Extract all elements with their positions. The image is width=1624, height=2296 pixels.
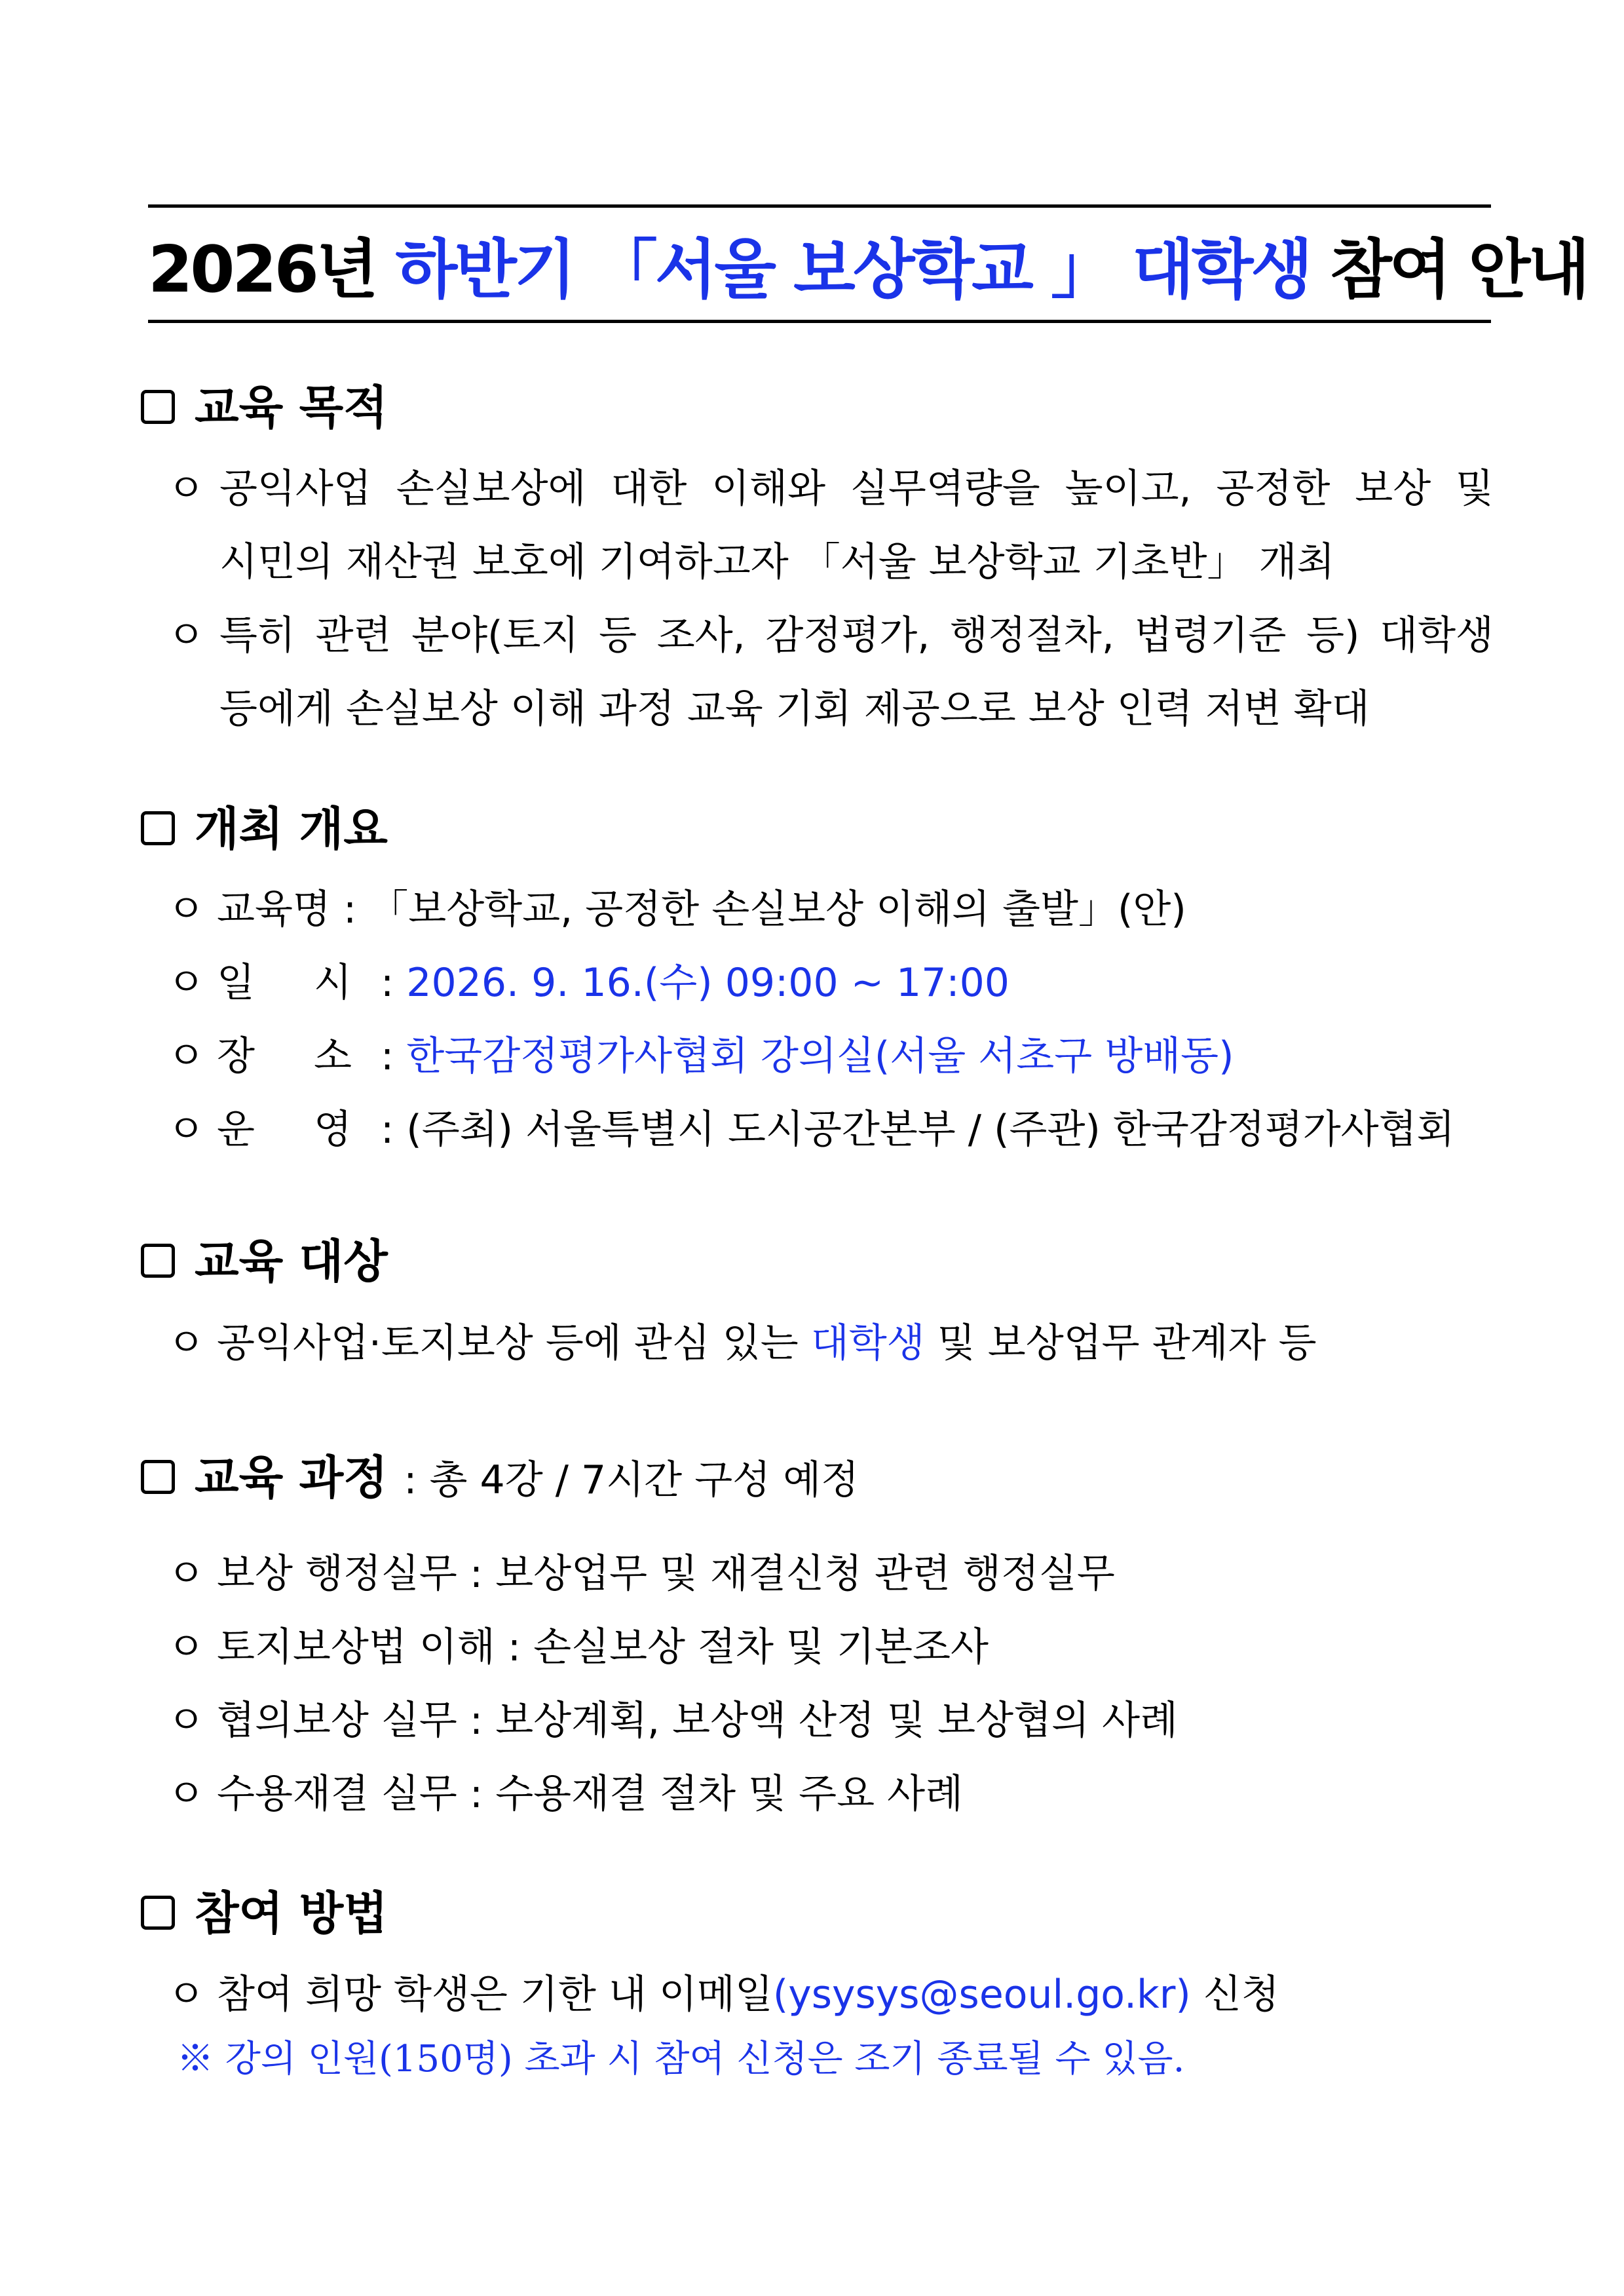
method-remark: ※ 강의 인원(150명) 초과 시 참여 신청은 조기 종료될 수 있음. [177,2038,1185,2080]
title-top-rule [148,204,1491,208]
bullet-icon: ㅇ [167,1033,205,1079]
checkbox-icon [141,1244,175,1278]
method-email: (ysysys@seoul.go.kr) [772,1972,1191,2018]
bullet-icon: ㅇ [167,1624,205,1670]
overview-place-row: ㅇ 장 소 : 한국감정평가사협회 강의실(서울 서초구 방배동) [167,1024,1234,1089]
purpose-bullet-2 [167,603,217,668]
checkbox-icon [141,390,175,424]
checkbox-icon [141,1460,175,1494]
checkbox-icon [141,1896,175,1930]
course-item: ㅇ 보상 행정실무 : 보상업무 및 재결신청 관련 행정실무 [167,1541,1115,1607]
overview-op-value: : (주최) 서울특별시 도시공간본부 / (주관) 한국감정평가사협회 [381,1107,1455,1153]
overview-date-value: 2026. 9. 16.(수) 09:00 ~ 17:00 [406,960,1010,1006]
purpose-item2-line1: 특히 관련 분야(토지 등 조사, 감정평가, 행정절차, 법령기준 등) 대학생 [219,613,1494,659]
title-student: 대학생 [1132,233,1311,307]
purpose-item1-line1: 공익사업 손실보상에 대한 이해와 실무역량을 높이고, 공정한 보상 및 [219,466,1494,512]
title-school: 「서울 보상학교 」 [593,233,1112,307]
course-item: ㅇ 협의보상 실무 : 보상계획, 보상액 산정 및 보상협의 사례 [167,1688,1178,1753]
bullet-icon: ㅇ [167,1698,205,1744]
bullet-icon: ㅇ [167,1771,205,1817]
section-purpose-heading: 교육 목적 [141,375,388,440]
bullet-icon: ㅇ [167,960,205,1006]
checkbox-icon [141,811,175,845]
page-title [148,224,1588,316]
section-course-heading: 교육 과정 : 총 4강 / 7시간 구성 예정 [141,1445,859,1510]
course-summary: : 총 4강 / 7시간 구성 예정 [404,1457,859,1503]
overview-op-label: 운 영 [217,1107,352,1153]
bullet-icon: ㅇ [167,1551,205,1597]
overview-date-label: 일 시 [217,960,352,1006]
section-method-heading: 참여 방법 [141,1881,388,1946]
overview-name-value: : 「보상학교, 공정한 손실보상 이해의 출발」(안) [343,887,1186,932]
bullet-icon: ㅇ [167,466,205,512]
overview-operation-row [167,1097,1455,1162]
overview-place-value: 한국감정평가사협회 강의실(서울 서초구 방배동) [406,1033,1234,1079]
bullet-icon: ㅇ [167,1320,205,1366]
section-overview-heading: 개최 개요 [141,796,388,862]
purpose-item2-line2: 등에게 손실보상 이해 과정 교육 기회 제공으로 보상 인력 저변 확대 [219,686,1370,732]
overview-date-row: ㅇ 일 시 : 2026. 9. 16.(수) 09:00 ~ 17:00 [167,950,1010,1016]
overview-name-label: 교육명 [217,887,331,932]
title-bottom-rule [148,320,1491,323]
method-row: ㅇ 참여 희망 학생은 기한 내 이메일(ysysys@seoul.go.kr) 신청 [167,1962,1279,2027]
course-item: ㅇ 토지보상법 이해 : 손실보상 절차 및 기본조사 [167,1615,989,1680]
title-rest: 참여 안내 [1330,233,1588,307]
bullet-icon: ㅇ [167,887,205,932]
bullet-icon: ㅇ [167,1972,205,2018]
course-item: ㅇ 수용재결 실무 : 수용재결 절차 및 주요 사례 [167,1761,963,1827]
purpose-bullet-1 [167,456,217,522]
bullet-icon: ㅇ [167,613,205,659]
title-year: 2026년 [148,233,376,307]
target-row: ㅇ 공익사업·토지보상 등에 관심 있는 대학생 및 보상업무 관계자 등 [167,1311,1317,1376]
bullet-icon: ㅇ [167,1107,205,1153]
overview-name-row [167,877,1186,942]
overview-place-label: 장 소 [217,1033,352,1079]
target-highlight: 대학생 [810,1320,925,1366]
purpose-item1-line2: 시민의 재산권 보호에 기여하고자 「서울 보상학교 기초반」 개최 [219,539,1335,585]
title-half: 하반기 [395,233,574,307]
section-target-heading: 교육 대상 [141,1229,388,1294]
